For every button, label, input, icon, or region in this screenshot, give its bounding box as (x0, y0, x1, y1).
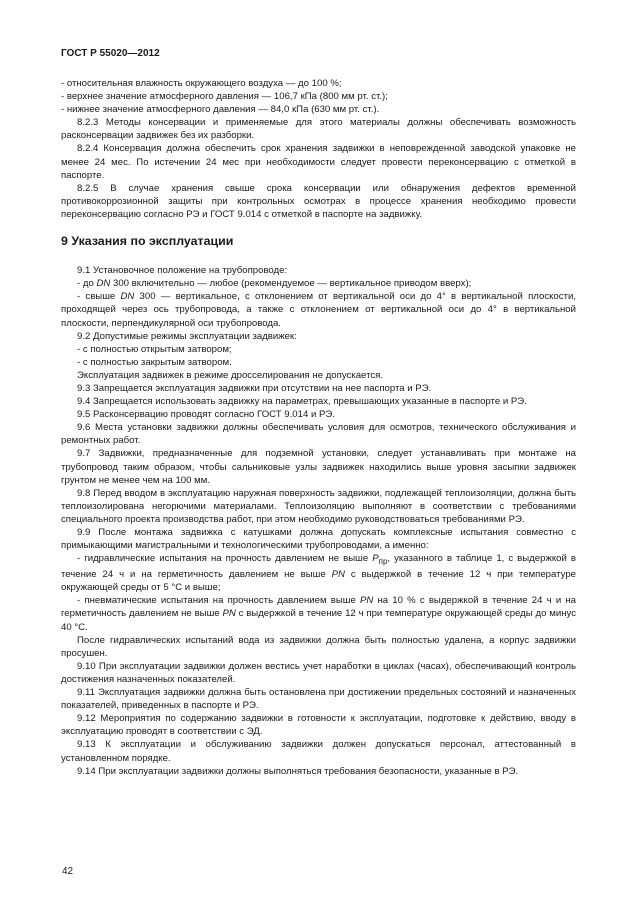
bullet-dn-300-inclusive: - до DN 300 включительно — любое (рекомендуемое — вертикальное приводом вверх); (77, 278, 472, 290)
section-8-continued (61, 77, 576, 221)
para-throttling: Эксплуатация задвижек в режиме дросселирования не допускается. (77, 369, 384, 381)
para-9-12: 9.12 Мероприятия по содержанию задвижки в готовности к эксплуатации, подготовке к действию, вводу в эксплуатацию проводят в соответствии с ЭД. (61, 713, 576, 738)
para-9-8: 9.8 Перед вводом в эксплуатацию наружная поверхность задвижки, подлежащей теплоизоляции, должна быть теплоизолирована негорючими материалами. Теплоизоляцию выполняют в соответствии с требованиями специального проекта производства работ, при этом необходимо руководствоваться требованиями РЭ. (61, 487, 576, 525)
bullet-pressure-upper: - верхнее значение атмосферного давления — 106,7 кПа (800 мм рт. ст.); (61, 91, 388, 103)
dn-symbol: DN (96, 278, 111, 290)
dn-symbol: DN (120, 291, 135, 303)
para-9-4: 9.4 Запрещается использовать задвижку на параметрах, превышающих указанные в паспорте и РЭ. (77, 396, 527, 408)
section-9-body (61, 330, 576, 553)
para-9-5: 9.5 Расконсервацию проводят согласно ГОСТ 9.014 и РЭ. (77, 409, 335, 421)
para-8-2-3: 8.2.3 Методы консервации и применяемые для этого материалы должны обеспечивать возможность расконсервации задвижек без их разборки. (61, 117, 576, 142)
bullet-pneumatic-tests: - пневматические испытания на прочность давлением выше PN на 10 % с выдержкой в течение 24 ч и на герметичность давлением не выше PN с выдержкой в течение 12 ч при температуре окружающей среды до минус 40 °С. (61, 595, 576, 633)
para-after-hydro: После гидравлических испытаний вода из задвижки должна быть полностью удалена, а корпус задвижки просушен. (61, 634, 576, 659)
para-9-14: 9.14 При эксплуатации задвижки должны выполняться требования безопасности, указанные в РЭ. (77, 765, 519, 777)
para-9-13: 9.13 К эксплуатации и обслуживанию задвижки должен допускаться персонал, аттестованный в установленном порядке. (61, 739, 576, 764)
bullet-pressure-lower: - нижнее значение атмосферного давления — 84,0 кПа (630 мм рт. ст.). (61, 104, 380, 116)
pn-symbol: PN (359, 595, 374, 607)
para-8-2-5: 8.2.5 В случае хранения свыше срока консервации или обнаружения дефектов временной противокоррозионной защиты при контрольных осмотрах в процессе хранения необходимо провести переконсервацию согласно РЭ и ГОСТ 9.014 с отметкой в паспорте на задвижку. (61, 182, 576, 220)
pn-symbol: PN (222, 608, 236, 620)
para-8-2-4: 8.2.4 Консервация должна обеспечить срок хранения задвижки в неповрежденной заводской упаковке не менее 24 мес. По истечении 24 мес при необходимости следует провести переконсервацию с отметкой в паспорте. (61, 143, 576, 181)
section-9-end (61, 634, 576, 778)
pn-symbol: PN (331, 569, 345, 581)
pr-subscript: пр (378, 557, 388, 567)
para-9-6: 9.6 Места установки задвижки должны обеспечивать условия для осмотров, технического обслуживания и ремонтных работ. (61, 422, 576, 447)
bullet-dn-over-300: - свыше DN 300 — вертикальное, с отклонением от вертикальной оси до 4° в вертикальной плоскости, проходящей через ось трубопровода, а также с отклонением от вертикальной оси до 4° в вертикальной плоскости, перпендикулярной оси трубопровода. (61, 291, 576, 329)
para-9-9: 9.9 После монтажа задвижка с катушками должна допускать комплексные испытания совместно с примыкающими магистральными и технологическими трубопроводами, а именно: (61, 527, 576, 552)
page-number: 42 (62, 866, 74, 877)
bullet-humidity: - относительная влажность окружающего воздуха — до 100 %; (61, 78, 342, 89)
para-9-3: 9.3 Запрещается эксплуатация задвижки при отсутствии на нее паспорта и РЭ. (77, 382, 432, 394)
page-content (61, 77, 576, 778)
bullet-fully-open: - с полностью открытым затвором; (77, 343, 232, 355)
bullet-fully-closed: - с полностью закрытым затвором. (77, 356, 232, 368)
para-9-7: 9.7 Задвижки, предназначенные для подземной установки, следует устанавливать при монтаже на трубопровод таким образом, чтобы сальниковые узлы задвижек находились выше уровня засыпки задвижек грунтом не менее чем на 100 мм. (61, 448, 576, 486)
section-9-title: 9 Указания по эксплуатации (61, 234, 234, 249)
para-9-11: 9.11 Эксплуатация задвижки должна быть остановлена при достижении предельных состояний и назначенных показателей, приведенных в паспорте и РЭ. (61, 687, 576, 712)
para-9-10: 9.10 При эксплуатации задвижки должен вестись учет наработки в циклах (часах), обеспечивающий контроль достижения назначенных показателей. (61, 660, 576, 685)
bullet-hydraulic-tests: - гидравлические испытания на прочность давлением не выше $P_{пр}$, указанного в таблице 1, с выдержкой в течение 24 ч и на герметичность давлением не выше PN с выдержкой в течение 12 ч при температуре окружающей среды от 5 °С и выше; (61, 553, 577, 594)
p-symbol: P (372, 553, 379, 565)
para-9-2: 9.2 Допустимые режимы эксплуатации задвижек: (77, 330, 297, 342)
document-header: ГОСТ Р 55020—2012 (61, 48, 160, 59)
para-9-1: 9.1 Установочное положение на трубопроводе: (77, 265, 288, 277)
